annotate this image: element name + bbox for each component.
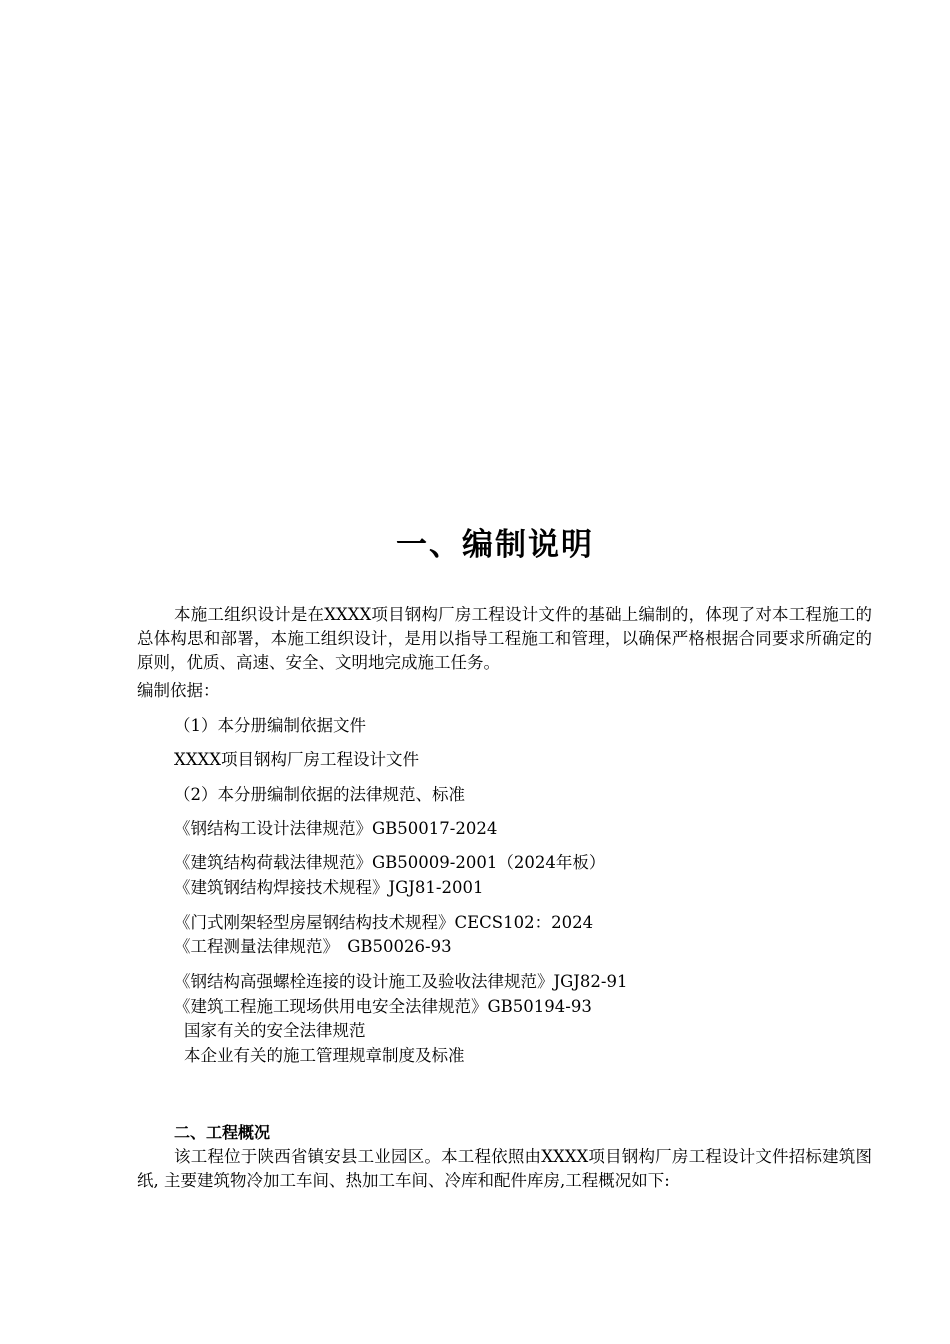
basis-label: 编制依据： <box>137 681 220 700</box>
basis-item: 《门式刚架轻型房屋钢结构技术规程》CECS102：2024 <box>174 913 594 932</box>
basis-item: 《建筑钢结构焊接技术规程》JGJ81-2001 <box>174 878 484 897</box>
basis-item: （2）本分册编制依据的法律规范、标准 <box>174 785 465 804</box>
basis-item: 本企业有关的施工管理规章制度及标准 <box>184 1046 465 1065</box>
basis-item: XXXX项目钢构厂房工程设计文件 <box>174 750 419 769</box>
basis-item: 《钢结构工设计法律规范》GB50017-2024 <box>174 819 498 838</box>
basis-item: 《建筑工程施工现场供用电安全法律规范》GB50194-93 <box>174 997 592 1016</box>
document-title: 一、编制说明 <box>396 527 594 563</box>
basis-item: 《钢结构高强螺栓连接的设计施工及验收法律规范》JGJ82-91 <box>174 972 628 991</box>
overview-paragraph: 该工程位于陕西省镇安县工业园区。本工程依照由XXXX项目钢构厂房工程设计文件招标建筑图纸, 主要建筑物冷加工车间、热加工车间、冷库和配件库房,工程概况如下: <box>137 1147 872 1190</box>
section-heading: 二、工程概况 <box>174 1123 271 1142</box>
basis-item: 《工程测量法律规范》 GB50026-93 <box>174 937 452 956</box>
basis-item: 《建筑结构荷载法律规范》GB50009-2001（2024年板） <box>174 853 606 872</box>
intro-paragraph: 本施工组织设计是在XXXX项目钢构厂房工程设计文件的基础上编制的，体现了对本工程施工的总体构思和部署，本施工组织设计，是用以指导工程施工和管理，以确保严格根据合同要求所确定的原则，优质、高速、安全、文明地完成施工任务。 <box>137 605 872 672</box>
basis-item: （1）本分册编制依据文件 <box>174 716 366 735</box>
basis-item: 国家有关的安全法律规范 <box>184 1021 366 1040</box>
